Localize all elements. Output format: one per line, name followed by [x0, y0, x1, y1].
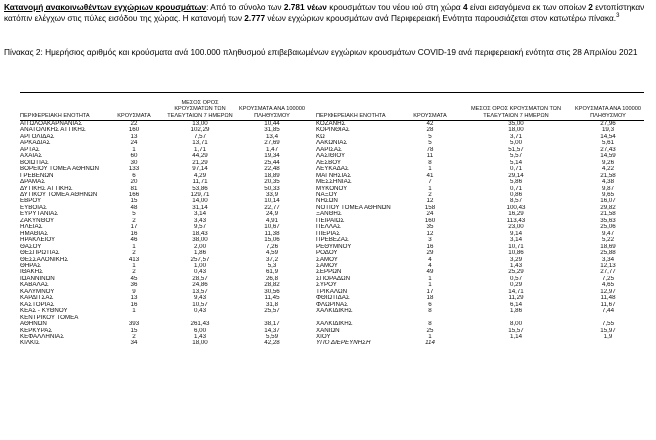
left-cell: ΚΕΡΚΥΡΑΣ: [20, 327, 53, 334]
right-cell: 1: [428, 333, 432, 340]
right-cell: 2: [428, 191, 432, 198]
left-cell: 13,71: [192, 140, 208, 147]
left-cell: 24,9: [265, 211, 279, 218]
right-cell: 10,86: [508, 250, 524, 257]
right-cell: 8,57: [509, 198, 523, 205]
left-cell: 15: [130, 198, 138, 205]
left-cell: ΔΥΤΙΚΟΥ ΤΟΜΕΑ ΑΘΗΝΩΝ: [20, 191, 98, 198]
right-cell: 114: [425, 340, 435, 347]
right-cell: 0,71: [509, 185, 523, 192]
left-cell: ΚΑΣΤΟΡΙΑΣ: [20, 301, 55, 308]
right-cell: ΝΟΤΙΟΥ ΤΟΜΕΑ ΑΘΗΝΩΝ: [316, 204, 391, 211]
left-cell: 46: [130, 237, 138, 244]
right-cell: 41: [426, 172, 434, 179]
right-cell: 42: [426, 120, 434, 127]
left-cell: 13: [130, 295, 138, 302]
header-per100k-left: ΚΡΟΥΣΜΑΤΑ ΑΝΑ 100000 ΠΛΗΘΥΣΜΟΥ: [236, 93, 308, 121]
right-cell: 17: [426, 288, 434, 295]
right-cell: 11,29: [508, 295, 524, 302]
left-cell: ΕΒΡΟΥ: [20, 198, 42, 205]
left-cell: 25,57: [264, 308, 280, 315]
header-gap: [308, 93, 316, 121]
right-cell: 0,86: [509, 191, 523, 198]
right-cell: ΛΕΥΚΑΔΑΣ: [316, 166, 349, 173]
left-cell: ΕΥΡΥΤΑΝΙΑΣ: [20, 211, 59, 218]
left-cell: 81: [130, 185, 138, 192]
right-cell: 8: [428, 159, 432, 166]
right-cell: 8: [428, 308, 432, 315]
right-cell: 4: [428, 262, 432, 269]
right-cell: 158: [424, 204, 436, 211]
right-cell: 7,44: [601, 308, 615, 315]
right-cell: 14,59: [600, 153, 616, 160]
left-cell: 48: [130, 204, 138, 211]
left-cell: 24: [130, 140, 138, 147]
left-cell: 10,44: [264, 120, 280, 127]
right-cell: 18: [426, 295, 434, 302]
right-cell: 3,29: [509, 256, 523, 263]
footnote-marker: 3: [616, 13, 620, 20]
left-cell: 7,26: [265, 243, 279, 250]
left-cell: ΙΘΑΚΗΣ: [20, 269, 43, 276]
left-cell: ΘΕΣΣΑΛΟΝΙΚΗΣ: [20, 256, 69, 263]
header-unit-left: ΠΕΡΙΦΕΡΕΙΑΚΗ ΕΝΟΤΗΤΑ: [20, 93, 104, 121]
right-cell: ΣΥΡΟΥ: [316, 282, 337, 289]
left-cell: 4,59: [265, 250, 279, 257]
right-cell: ΠΕΙΡΑΙΩΣ: [316, 217, 345, 224]
right-cell: ΥΠΟ ΔΙΕΡΕΥΝΗΣΗ: [316, 340, 371, 347]
right-cell: 3,14: [509, 237, 523, 244]
left-cell: 20,35: [264, 179, 280, 186]
right-cell: 14,71: [508, 288, 524, 295]
left-cell: 102,29: [190, 127, 210, 134]
right-cell: ΛΑΚΩΝΙΑΣ: [316, 140, 348, 147]
left-cell: 1: [132, 262, 136, 269]
right-cell: 29: [426, 250, 434, 257]
left-cell: 28,57: [192, 275, 208, 282]
left-cell: ΘΗΡΑΣ: [20, 262, 41, 269]
right-cell: ΧΑΝΙΩΝ: [316, 327, 340, 334]
right-cell: ΦΛΩΡΙΝΑΣ: [316, 301, 348, 308]
right-cell: 35: [426, 224, 434, 231]
left-cell: 2,00: [193, 243, 207, 250]
right-cell: 10,71: [508, 243, 524, 250]
right-cell: 5: [428, 133, 432, 140]
right-cell: 100,43: [506, 204, 526, 211]
left-cell: 10,14: [264, 198, 280, 205]
left-cell: 413: [128, 256, 140, 263]
right-cell: 0,29: [509, 282, 523, 289]
right-cell: 78: [426, 146, 434, 153]
table-caption: Πίνακας 2: Ημερήσιος αριθμός και κρούσματα ανά 100.000 πληθυσμού επιβεβαιωμένων εγχώριων κρουσμάτων COVID-19 ανά περιφερειακή ενότητα στις 28 Απριλίου 2021: [4, 47, 638, 57]
left-cell: 13,00: [192, 120, 208, 127]
left-cell: 1: [132, 308, 136, 315]
right-cell: 1: [428, 185, 432, 192]
left-cell: 4,91: [265, 217, 279, 224]
right-cell: 9,14: [509, 230, 523, 237]
right-cell: ΠΙΕΡΙΑΣ: [316, 230, 341, 237]
right-cell: 16: [426, 243, 434, 250]
right-cell: 24: [426, 211, 434, 218]
left-cell: 166: [128, 191, 140, 198]
left-cell: 31,14: [192, 204, 208, 211]
right-cell: ΜΥΚΟΝΟΥ: [316, 185, 348, 192]
left-cell: 31,85: [264, 127, 280, 134]
left-cell: 18,43: [192, 230, 208, 237]
right-cell: 28: [426, 127, 434, 134]
right-cell: 8: [428, 321, 432, 328]
left-cell: 45: [130, 275, 138, 282]
left-cell: ΚΕΦΑΛΛΗΝΙΑΣ: [20, 333, 65, 340]
left-cell: 33,9: [265, 191, 279, 198]
left-cell: 3,43: [193, 217, 207, 224]
left-cell: ΚΑΡΔΙΤΣΑΣ: [20, 295, 54, 302]
right-cell: 11,48: [600, 295, 616, 302]
right-cell: 21,58: [600, 172, 616, 179]
right-cell: ΠΡΕΒΕΖΑΣ: [316, 237, 349, 244]
left-cell: 1: [132, 243, 136, 250]
right-cell: 6,14: [509, 301, 523, 308]
right-cell: 27,96: [600, 120, 616, 127]
left-cell: 37,2: [265, 256, 279, 263]
left-cell: 2: [132, 269, 136, 276]
right-cell: ΠΕΛΛΑΣ: [316, 224, 341, 231]
right-cell: 12,13: [600, 262, 616, 269]
left-cell: 11,45: [264, 295, 280, 302]
right-cell: 6: [428, 301, 432, 308]
right-cell: ΜΑΓΝΗΣΙΑΣ: [316, 172, 352, 179]
right-cell: [460, 340, 572, 346]
left-cell: 5,59: [265, 333, 279, 340]
right-cell: 4,38: [601, 179, 615, 186]
right-cell: 51,57: [508, 146, 524, 153]
left-cell: 3,14: [193, 211, 207, 218]
left-cell: ΑΡΓΟΛΙΔΑΣ: [20, 133, 55, 140]
left-cell: 261,43: [190, 321, 210, 328]
left-cell: 1,86: [193, 250, 207, 257]
left-cell: 17: [130, 224, 138, 231]
left-cell: 15: [130, 327, 138, 334]
header-cases-right: ΚΡΟΥΣΜΑΤΑ: [400, 93, 460, 121]
left-cell: 26,8: [265, 275, 279, 282]
header-avg-left: ΜΕΣΟΣ ΟΡΟΣ ΚΡΟΥΣΜΑΤΩΝ ΤΩΝ ΤΕΛΕΥΤΑΙΩΝ 7 ΗΜΕΡΩΝ: [164, 93, 236, 121]
left-cell: 9,57: [193, 224, 207, 231]
right-cell: 15,57: [508, 327, 524, 334]
left-cell: ΑΡΚΑΔΙΑΣ: [20, 140, 51, 147]
right-cell: 12: [426, 198, 434, 205]
left-cell: 14,00: [192, 198, 208, 205]
left-cell: 257,57: [190, 256, 210, 263]
right-cell: ΚΟΖΑΝΗΣ: [316, 120, 346, 127]
left-cell: 22,77: [264, 204, 280, 211]
right-cell: 35,63: [600, 217, 616, 224]
column-gap: [308, 340, 316, 346]
left-cell: 11,71: [192, 179, 208, 186]
left-cell: 2: [132, 333, 136, 340]
right-cell: 5,57: [509, 153, 523, 160]
header-unit-right: ΠΕΡΙΦΕΡΕΙΑΚΗ ΕΝΟΤΗΤΑ: [316, 93, 400, 121]
right-cell: 16,07: [600, 198, 616, 205]
left-cell: ΚΕΑΣ - ΚΥΘΝΟΥ: [20, 308, 68, 315]
right-cell: 5,61: [601, 140, 615, 147]
right-cell: 27,43: [600, 146, 616, 153]
right-cell: ΧΙΟΥ: [316, 333, 331, 340]
left-cell: 393: [128, 321, 140, 328]
right-cell: 1,14: [509, 333, 523, 340]
left-cell: 24,86: [192, 282, 208, 289]
left-cell: 1,71: [193, 146, 207, 153]
right-cell: 113,43: [506, 217, 526, 224]
right-cell: ΤΡΙΚΑΛΩΝ: [316, 288, 348, 295]
left-cell: ΒΟΡΕΙΟΥ ΤΟΜΕΑ ΑΘΗΝΩΝ: [20, 166, 99, 173]
right-cell: 27,77: [600, 269, 616, 276]
left-cell: 36: [130, 282, 138, 289]
left-cell: 20: [130, 179, 138, 186]
right-cell: ΦΘΙΩΤΙΔΑΣ: [316, 295, 350, 302]
table-header-row: [20, 93, 644, 121]
right-cell: 4,22: [601, 166, 615, 173]
table-body: [20, 121, 644, 347]
left-cell: 22,48: [264, 166, 280, 173]
left-cell: 160: [128, 127, 140, 134]
left-cell: 25,44: [264, 159, 280, 166]
left-cell: 21,29: [192, 159, 208, 166]
right-cell: 5,86: [509, 179, 523, 186]
left-cell: ΘΑΣΟΥ: [20, 243, 42, 250]
left-cell: 15,06: [264, 237, 280, 244]
left-cell: 53,86: [192, 185, 208, 192]
right-cell: 25: [426, 327, 434, 334]
right-cell: ΚΩ: [316, 133, 325, 140]
right-cell: 19,3: [601, 127, 615, 134]
right-cell: 1,9: [603, 333, 613, 340]
right-cell: 5: [428, 140, 432, 147]
right-cell: 25,29: [508, 269, 524, 276]
right-cell: 25,88: [600, 250, 616, 257]
right-cell: ΜΕΣΣΗΝΙΑΣ: [316, 179, 352, 186]
right-cell: 0,71: [509, 166, 523, 173]
left-cell: 1,00: [193, 262, 207, 269]
right-cell: 9,65: [601, 191, 615, 198]
right-cell: 4: [428, 256, 432, 263]
left-cell: ΚΑΛΥΜΝΟΥ: [20, 288, 55, 295]
right-cell: 9,47: [601, 230, 615, 237]
left-cell: ΙΩΑΝΝΙΝΩΝ: [20, 275, 55, 282]
left-cell: ΗΡΑΚΛΕΙΟΥ: [20, 237, 56, 244]
left-cell: ΚΕΝΤΡΙΚΟΥ ΤΟΜΕΑ: [20, 314, 79, 321]
right-cell: 9,26: [601, 159, 615, 166]
left-cell: 38,17: [264, 321, 280, 328]
left-cell: 0,43: [193, 269, 207, 276]
left-cell: 34: [130, 340, 138, 347]
left-cell: ΗΛΕΙΑΣ: [20, 224, 43, 231]
table-row: [20, 121, 644, 128]
right-cell: ΛΑΣΙΘΙΟΥ: [316, 153, 346, 160]
right-cell: 1: [428, 275, 432, 282]
right-cell: ΚΟΡΙΝΘΙΑΣ: [316, 127, 350, 134]
right-cell: 3: [428, 237, 432, 244]
right-cell: 5,22: [601, 237, 615, 244]
left-cell: 1: [132, 146, 136, 153]
right-cell: ΧΑΛΚΙΔΙΚΗΣ: [316, 321, 353, 328]
right-cell: 12,97: [600, 288, 616, 295]
left-cell: 9: [132, 288, 136, 295]
right-cell: ΡΟΔΟΥ: [316, 250, 338, 257]
right-cell: ΧΑΛΚΙΔΙΚΗΣ: [316, 308, 353, 315]
left-cell: 4,29: [193, 172, 207, 179]
left-cell: 19,34: [264, 153, 280, 160]
left-cell: 42,28: [264, 340, 280, 347]
right-cell: 23,00: [508, 224, 524, 231]
right-cell: 8,00: [509, 321, 523, 328]
left-cell: 18,00: [192, 340, 208, 347]
right-cell: 5,14: [509, 159, 523, 166]
right-cell: 11,67: [600, 301, 616, 308]
right-cell: 18,69: [600, 243, 616, 250]
left-cell: 13,57: [192, 288, 208, 295]
column-gap: [308, 121, 316, 128]
header-per100k-right: ΚΡΟΥΣΜΑΤΑ ΑΝΑ 100000 ΠΛΗΘΥΣΜΟΥ: [572, 93, 644, 121]
left-cell: 61,9: [265, 269, 279, 276]
left-cell: ΒΟΙΩΤΙΑΣ: [20, 159, 49, 166]
left-cell: 11,38: [264, 230, 280, 237]
left-cell: ΗΜΑΘΙΑΣ: [20, 230, 49, 237]
right-cell: 5,00: [509, 140, 523, 147]
right-cell: 1,43: [509, 262, 523, 269]
right-cell: 3,34: [601, 256, 615, 263]
left-cell: 28,82: [264, 282, 280, 289]
left-cell: 2: [132, 217, 136, 224]
left-cell: 9,43: [193, 295, 207, 302]
right-cell: 11: [426, 153, 434, 160]
right-cell: 3,71: [509, 133, 523, 140]
right-cell: ΛΑΡΙΣΑΣ: [316, 146, 342, 153]
right-cell: 1: [428, 282, 432, 289]
left-cell: ΑΙΤΩΛΟΑΚΑΡΝΑΝΙΑΣ: [20, 120, 83, 127]
left-cell: 1,47: [265, 146, 279, 153]
right-cell: 9,87: [601, 185, 615, 192]
table-row: [20, 340, 644, 346]
left-cell: 18,89: [264, 172, 280, 179]
right-cell: ΞΑΝΘΗΣ: [316, 211, 342, 218]
left-cell: 6,00: [193, 327, 207, 334]
right-cell: ΡΕΘΥΜΝΟΥ: [316, 243, 352, 250]
right-cell: 160: [424, 217, 436, 224]
left-cell: ΕΥΒΟΙΑΣ: [20, 204, 47, 211]
right-cell: 7,25: [601, 275, 615, 282]
left-cell: 50,33: [264, 185, 280, 192]
intro-paragraph: Κατανομή ανακοινωθέντων εγχώριων κρουσμάτων: Από το σύνολο των 2.781 νέων κρουσμάτων του νέου ιού στη χώρα 4 είναι εισαγόμενα εκ των οποίων 2 εντοπίστηκαν κατόπιν ελέγχων στις πύλες εισόδου της χώρας. Η κατανομή των 2.777 νέων εγχώριων κρουσμάτων ανά Περιφερειακή Ενότητα παρουσιάζεται στον κατωτέρω πίνακα.$^3$: [4, 2, 645, 24]
right-cell: 29,82: [600, 204, 616, 211]
cases-table-wrapper: [20, 92, 644, 440]
left-cell: 16: [130, 301, 138, 308]
right-cell: 14,54: [600, 133, 616, 140]
right-cell: [572, 340, 644, 346]
right-cell: ΝΑΞΟΥ: [316, 191, 338, 198]
left-cell: 1,43: [193, 333, 207, 340]
right-cell: 18,00: [508, 127, 524, 134]
left-cell: 60: [130, 153, 138, 160]
right-cell: 35,00: [508, 120, 524, 127]
left-cell: 7,57: [193, 133, 207, 140]
left-cell: 10,57: [192, 301, 208, 308]
right-cell: ΣΠΟΡΑΔΩΝ: [316, 275, 351, 282]
header-avg-right: ΜΕΣΟΣ ΟΡΟΣ ΚΡΟΥΣΜΑΤΩΝ ΤΩΝ ΤΕΛΕΥΤΑΙΩΝ 7 ΗΜΕΡΩΝ: [460, 93, 572, 121]
left-cell: 16: [130, 230, 138, 237]
right-cell: 49: [426, 269, 434, 276]
right-cell: 21,58: [600, 211, 616, 218]
left-cell: ΚΑΒΑΛΑΣ: [20, 282, 49, 289]
left-cell: 2: [132, 250, 136, 257]
left-cell: 0,43: [193, 308, 207, 315]
left-cell: ΖΑΚΥΝΘΟΥ: [20, 217, 55, 224]
right-cell: 7,55: [601, 321, 615, 328]
header-cases-left: ΚΡΟΥΣΜΑΤΑ: [104, 93, 164, 121]
left-cell: ΚΙΛΚΙΣ: [20, 340, 40, 347]
left-cell: 22: [130, 120, 138, 127]
right-cell: 15,97: [600, 327, 616, 334]
left-cell: ΘΕΣΠΡΩΤΙΑΣ: [20, 250, 60, 257]
right-cell: ΣΑΜΟΥ: [316, 262, 338, 269]
left-cell: 14,37: [264, 327, 280, 334]
left-cell: 10,67: [264, 224, 280, 231]
right-cell: ΛΕΣΒΟΥ: [316, 159, 341, 166]
right-cell: 1: [428, 166, 432, 173]
right-cell: 16,29: [508, 211, 524, 218]
right-cell: ΣΕΡΡΩΝ: [316, 269, 342, 276]
left-cell: 30,56: [264, 288, 280, 295]
right-cell: ΝΗΣΩΝ: [316, 198, 338, 205]
left-cell: ΑΡΤΑΣ: [20, 146, 40, 153]
left-cell: ΔΡΑΜΑΣ: [20, 179, 46, 186]
intro-heading: Κατανομή ανακοινωθέντων εγχώριων κρουσμάτων: [4, 2, 207, 12]
left-cell: 5,3: [267, 262, 277, 269]
right-cell: 0,57: [509, 275, 523, 282]
right-cell: ΣΑΜΟΥ: [316, 256, 338, 263]
right-cell: 1,86: [509, 308, 523, 315]
left-cell: ΔΥΤΙΚΗΣ ΑΤΤΙΚΗΣ: [20, 185, 73, 192]
left-cell: 6: [132, 172, 136, 179]
left-cell: 133: [128, 166, 140, 173]
left-cell: 13: [130, 133, 138, 140]
left-cell: ΑΘΗΝΩΝ: [20, 321, 47, 328]
left-cell: 129,71: [190, 191, 210, 198]
right-cell: 12: [426, 230, 434, 237]
left-cell: ΓΡΕΒΕΝΩΝ: [20, 172, 54, 179]
left-cell: 30: [130, 159, 138, 166]
right-cell: 25,06: [600, 224, 616, 231]
left-cell: ΑΧΑΪΑΣ: [20, 153, 43, 160]
left-cell: 97,14: [192, 166, 208, 173]
left-cell: 44,29: [192, 153, 208, 160]
left-cell: 13,4: [265, 133, 279, 140]
left-cell: ΑΝΑΤΟΛΙΚΗΣ ΑΤΤΙΚΗΣ: [20, 127, 86, 134]
left-cell: 38,00: [192, 237, 208, 244]
cases-table: [20, 93, 644, 347]
left-cell: 27,69: [264, 140, 280, 147]
left-cell: 5: [132, 211, 136, 218]
right-cell: 7: [428, 179, 432, 186]
right-cell: 29,14: [508, 172, 524, 179]
left-cell: 31,8: [265, 301, 279, 308]
right-cell: 4,65: [601, 282, 615, 289]
